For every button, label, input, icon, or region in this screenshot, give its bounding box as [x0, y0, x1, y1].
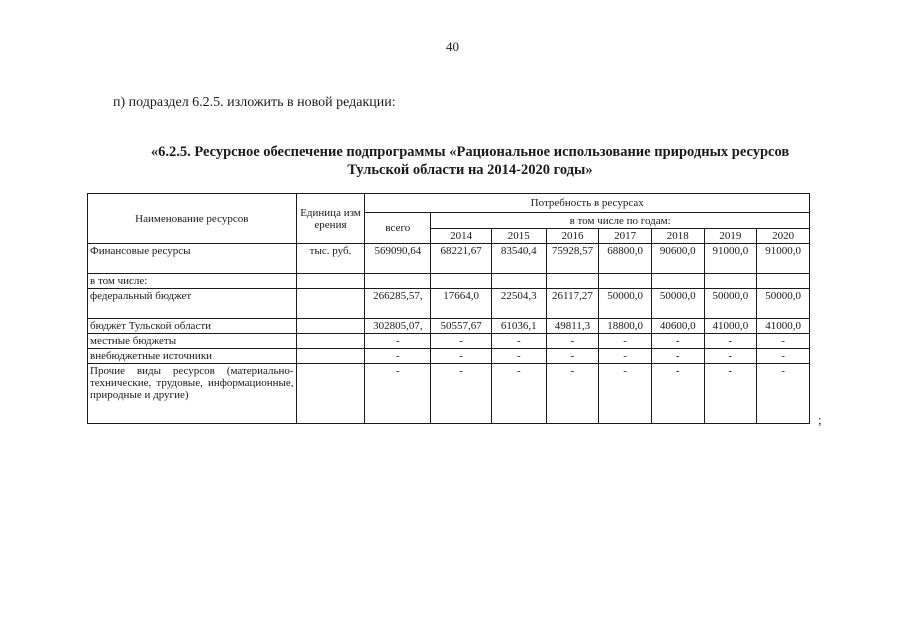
- cell-value: 68221,67: [431, 244, 492, 274]
- row-label: Прочие виды ресурсов (материально-технические, трудовые, информационные, природные и другие): [88, 364, 297, 424]
- cell-total: -: [365, 364, 431, 424]
- section-title-line-2: Тульской области на 2014-2020 годы»: [347, 162, 593, 178]
- empty-cell: [546, 274, 599, 289]
- table-row-including: [88, 274, 810, 289]
- cell-value: 41000,0: [757, 319, 810, 334]
- cell-value: 26117,27: [546, 289, 599, 319]
- cell-value: -: [704, 349, 757, 364]
- table-row-extrabudget: [88, 349, 810, 364]
- resource-table: [87, 193, 810, 424]
- empty-cell: [651, 274, 704, 289]
- row-unit: [296, 349, 365, 364]
- header-unit: Единица измерения: [296, 194, 365, 244]
- cell-value: 22504,3: [491, 289, 546, 319]
- cell-value: -: [491, 364, 546, 424]
- row-label: в том числе:: [88, 274, 297, 289]
- row-label: бюджет Тульской области: [88, 319, 297, 334]
- row-label: Финансовые ресурсы: [88, 244, 297, 274]
- cell-value: 91000,0: [757, 244, 810, 274]
- cell-value: 90600,0: [651, 244, 704, 274]
- empty-cell: [599, 274, 652, 289]
- cell-total: 302805,07,: [365, 319, 431, 334]
- cell-value: -: [431, 349, 492, 364]
- empty-cell: [757, 274, 810, 289]
- cell-value: -: [757, 364, 810, 424]
- header-by-years: в том числе по годам:: [431, 213, 810, 229]
- row-label: местные бюджеты: [88, 334, 297, 349]
- section-title: [100, 143, 840, 179]
- row-unit: [296, 319, 365, 334]
- cell-total: -: [365, 349, 431, 364]
- empty-cell: [704, 274, 757, 289]
- cell-value: -: [599, 349, 652, 364]
- row-unit: [296, 334, 365, 349]
- cell-value: -: [546, 364, 599, 424]
- empty-cell: [491, 274, 546, 289]
- cell-value: 50000,0: [599, 289, 652, 319]
- empty-cell: [431, 274, 492, 289]
- cell-value: -: [431, 334, 492, 349]
- cell-value: -: [651, 334, 704, 349]
- header-need: Потребность в ресурсах: [365, 194, 810, 213]
- section-title-line-1: «6.2.5. Ресурсное обеспечение подпрограммы «Рациональное использование природных ресурсов: [150, 144, 790, 160]
- page-number: 40: [446, 39, 459, 54]
- cell-value: 41000,0: [704, 319, 757, 334]
- cell-value: -: [651, 349, 704, 364]
- cell-value: 91000,0: [704, 244, 757, 274]
- empty-cell: [365, 274, 431, 289]
- cell-value: -: [431, 364, 492, 424]
- cell-value: 17664,0: [431, 289, 492, 319]
- cell-total: 266285,57,: [365, 289, 431, 319]
- header-year: 2015: [491, 229, 546, 244]
- cell-value: -: [757, 334, 810, 349]
- cell-value: -: [599, 334, 652, 349]
- trailing-semicolon: ;: [818, 412, 822, 427]
- header-year: 2016: [546, 229, 599, 244]
- cell-total: -: [365, 334, 431, 349]
- row-unit: тыс. руб.: [296, 244, 365, 274]
- header-year: 2014: [431, 229, 492, 244]
- cell-value: -: [546, 334, 599, 349]
- cell-value: -: [546, 349, 599, 364]
- header-year: 2019: [704, 229, 757, 244]
- cell-value: 50000,0: [704, 289, 757, 319]
- cell-value: 50000,0: [651, 289, 704, 319]
- header-year: 2018: [651, 229, 704, 244]
- cell-value: -: [704, 334, 757, 349]
- cell-value: -: [491, 349, 546, 364]
- cell-value: 61036,1: [491, 319, 546, 334]
- intro-text: п) подраздел 6.2.5. изложить в новой редакции:: [113, 95, 396, 110]
- cell-value: 50000,0: [757, 289, 810, 319]
- cell-value: -: [757, 349, 810, 364]
- header-total: всего: [365, 213, 431, 244]
- table-row-federal: [88, 289, 810, 319]
- cell-value: -: [704, 364, 757, 424]
- row-label: внебюджетные источники: [88, 349, 297, 364]
- cell-value: 75928,57: [546, 244, 599, 274]
- row-unit: [296, 289, 365, 319]
- cell-value: 49811,3: [546, 319, 599, 334]
- cell-total: 569090,64: [365, 244, 431, 274]
- table-row-local: [88, 334, 810, 349]
- row-label: федеральный бюджет: [88, 289, 297, 319]
- cell-value: -: [599, 364, 652, 424]
- header-year: 2017: [599, 229, 652, 244]
- cell-value: -: [491, 334, 546, 349]
- cell-value: -: [651, 364, 704, 424]
- row-unit: [296, 364, 365, 424]
- table-row-other: [88, 364, 810, 424]
- cell-value: 68800,0: [599, 244, 652, 274]
- table-row-regional: [88, 319, 810, 334]
- header-year: 2020: [757, 229, 810, 244]
- table-row-financial: [88, 244, 810, 274]
- cell-value: 50557,67: [431, 319, 492, 334]
- cell-value: 40600,0: [651, 319, 704, 334]
- header-name: Наименование ресурсов: [88, 194, 297, 244]
- cell-value: 18800,0: [599, 319, 652, 334]
- cell-value: 83540,4: [491, 244, 546, 274]
- empty-cell: [296, 274, 365, 289]
